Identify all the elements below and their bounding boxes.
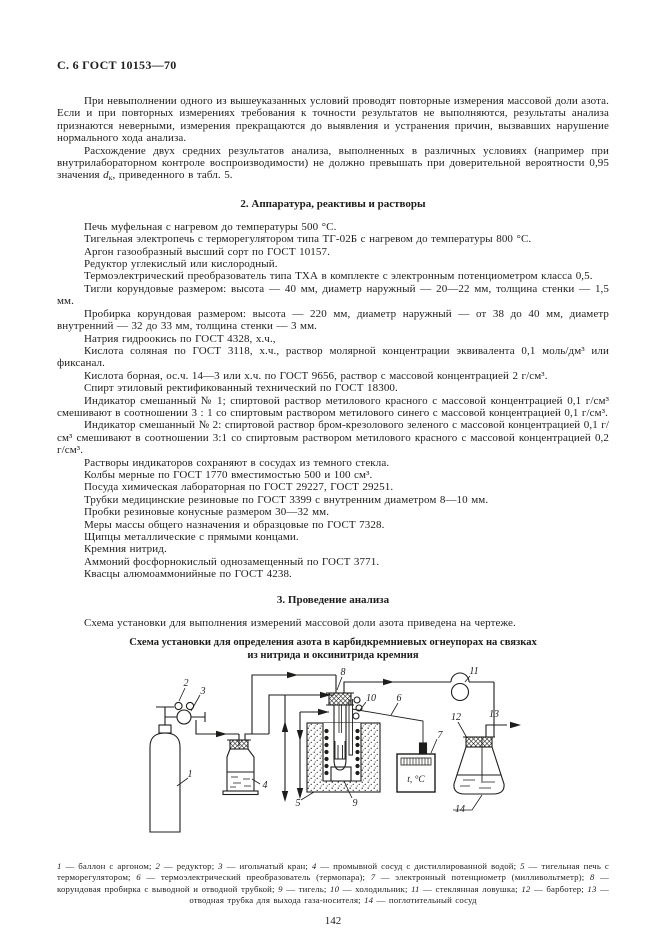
diagram-label-1: 1 bbox=[187, 769, 193, 781]
apparatus-item: Кислота соляная по ГОСТ 3118, х.ч., раствор молярной концентрации эквивалента 0,1 моль/дм³ или фиксанал. bbox=[57, 344, 609, 370]
apparatus-item: Кислота борная, ос.ч. 14—3 или х.ч. по ГОСТ 9656, раствор с массовой концентрацией 2 г/см³. bbox=[84, 369, 548, 382]
corundum-tube-stopper bbox=[329, 693, 351, 705]
diagram-label-3: 3 bbox=[200, 686, 206, 698]
caption-description: — корундовая пробирка с выводной и отводной трубкой; bbox=[57, 872, 609, 894]
diagram-label-14: 14 bbox=[455, 804, 465, 816]
caption-description: — стеклянная ловушка; bbox=[419, 883, 522, 894]
apparatus-item: Пробки резиновые конусные размером 30—32 мм. bbox=[84, 506, 330, 519]
apparatus-item: Редуктор углекислый или кислородный. bbox=[84, 258, 278, 271]
apparatus-item: Спирт этиловый ректификованный технический по ГОСТ 18300. bbox=[84, 382, 398, 395]
page-number: 142 bbox=[324, 915, 342, 928]
caption-number: 10 bbox=[330, 883, 340, 894]
apparatus-diagram bbox=[55, 667, 610, 855]
caption-description: — термоэлектрический преобразователь (термопара); bbox=[140, 872, 371, 883]
caption-number: 9 bbox=[278, 883, 283, 894]
intro-paragraphs bbox=[57, 95, 609, 185]
apparatus-schematic bbox=[55, 667, 610, 855]
apparatus-item: Печь муфельная с нагревом до температуры 500 °С. bbox=[84, 220, 337, 233]
apparatus-item: Щипцы металлические с прямыми концами. bbox=[84, 531, 299, 543]
diagram-label-5: 5 bbox=[295, 798, 301, 810]
page-header: С. 6 ГОСТ 10153—70 bbox=[57, 58, 177, 72]
caption-number: 5 bbox=[520, 861, 525, 872]
potentiometer-display-text: t, °С bbox=[407, 775, 425, 786]
caption-description: — баллон с аргоном; bbox=[61, 861, 156, 872]
caption-number: 12 bbox=[521, 883, 531, 894]
diagram-label-6: 6 bbox=[396, 693, 402, 705]
apparatus-item: Посуда химическая лабораторная по ГОСТ 29227, ГОСТ 29251. bbox=[84, 481, 394, 494]
caption-description: — тигель; bbox=[282, 883, 331, 894]
caption-number: 14 bbox=[364, 894, 374, 905]
caption-number: 11 bbox=[411, 883, 420, 894]
caption-description: — игольчатый кран; bbox=[222, 861, 312, 872]
caption-description: — промывной сосуд с дистиллированной водой; bbox=[316, 861, 521, 872]
section3-heading: 3. Проведение анализа bbox=[276, 593, 390, 606]
diagram-label-12: 12 bbox=[451, 712, 461, 724]
apparatus-item: Натрия гидроокись по ГОСТ 4328, х.ч., bbox=[84, 332, 276, 345]
apparatus-item: Трубки медицинские резиновые по ГОСТ 3399 с внутренним диаметром 8—10 мм. bbox=[84, 493, 489, 506]
cooler-coil bbox=[353, 713, 359, 719]
apparatus-item: Аргон газообразный высший сорт по ГОСТ 10157. bbox=[84, 245, 330, 258]
figure-title bbox=[57, 636, 609, 662]
needle-valve bbox=[177, 710, 191, 724]
diagram-label-4: 4 bbox=[262, 780, 268, 792]
cooler-coil bbox=[354, 697, 360, 703]
caption-number: 7 bbox=[370, 872, 376, 883]
apparatus-item: Индикатор смешанный № 2: спиртовой раствор бром-крезолового зеленого с массовой концентрацией 0,1 г/см³ смешивают в соотношении 3:1 со спиртовым раствором метилового красного с массовой концентрацией 0,2 г/см³. bbox=[57, 419, 610, 457]
diagram-label-10: 10 bbox=[366, 693, 376, 705]
apparatus-item: Растворы индикаторов сохраняют в сосудах из темного стекла. bbox=[84, 456, 390, 469]
paragraph: Расхождение двух средних результатов анализа, выполненных в различных условиях (например при внутрилабораторном контроле воспроизводимости) не должно превышать при доверительной вероятности 0,95 значения $d_к$, приведенного в табл. 5. bbox=[57, 144, 609, 183]
paragraph: При невыполнении одного из вышеуказанных условий проводят повторные измерения массовой доли азота. Если и при повторных измерениях требования к точности результатов не выполняются, результаты анализа признаются неверными, измерения прекращаются до выявления и устранения причин, вызвавших нарушение нормального хода анализа. bbox=[57, 95, 609, 145]
apparatus-item: Термоэлектрический преобразователь типа ТХА в комплекте с электронным потенциометром класса 0,5. bbox=[84, 270, 593, 283]
diagram-label-7: 7 bbox=[437, 730, 443, 742]
figure-title-line2: из нитрида и оксинитрида кремния bbox=[247, 650, 419, 662]
section3-lead: Схема установки для выполнения измерений массовой доли азота приведена на чертеже. bbox=[84, 616, 516, 629]
apparatus-item: Колбы мерные по ГОСТ 1770 вместимостью 500 и 100 см³. bbox=[84, 468, 373, 481]
washing-vessel bbox=[227, 749, 254, 791]
caption-number: 4 bbox=[311, 861, 317, 872]
diagram-label-8: 8 bbox=[340, 667, 346, 679]
caption-number: 6 bbox=[136, 872, 141, 883]
diagram-label-2: 2 bbox=[183, 678, 189, 690]
caption-description: — барботер; bbox=[530, 883, 588, 894]
diagram-label-13: 13 bbox=[489, 709, 499, 721]
apparatus-item: Тигли корундовые размером: высота — 40 мм, диаметр наружный — 20—22 мм, толщина стенки — 1,5 мм. bbox=[57, 282, 609, 308]
apparatus-item: Меры массы общего назначения и образцовые по ГОСТ 7328. bbox=[84, 518, 385, 531]
figure-title-line1: Схема установки для определения азота в карбидкремниевых огнеупорах на связках bbox=[129, 637, 537, 649]
apparatus-item: Кремния нитрид. bbox=[84, 543, 167, 556]
absorption-flask bbox=[454, 747, 504, 794]
caption-description: — электронный потенциометр (милливольтметр); bbox=[375, 872, 590, 883]
caption-description: — поглотительный сосуд bbox=[373, 894, 477, 905]
caption-description: — тигельная печь с терморегулятором; bbox=[57, 861, 609, 883]
caption-description: — холодильник; bbox=[339, 883, 412, 894]
caption-description: — отводная трубка для выхода газа-носителя; bbox=[189, 883, 610, 905]
caption-number: 8 bbox=[589, 872, 595, 883]
section2-heading: 2. Аппаратура, реактивы и растворы bbox=[240, 197, 426, 210]
apparatus-item: Квасцы алюмоаммонийные по ГОСТ 4238. bbox=[84, 568, 292, 581]
caption-description: — редуктор; bbox=[160, 861, 219, 872]
reducer-gauge bbox=[175, 702, 182, 709]
glass-trap bbox=[452, 684, 469, 701]
figure-caption bbox=[57, 861, 609, 906]
apparatus-list bbox=[57, 221, 609, 581]
apparatus-item: Пробирка корундовая размером: высота — 220 мм, диаметр наружный — от 38 до 40 мм, диаметр внутренний — 32 до 33 мм, толщина стенки — 3 мм. bbox=[57, 307, 609, 333]
apparatus-item: Индикатор смешанный № 1; спиртовой раствор метилового красного с массовой концентрацией 0,1 г/см³ смешивают в соотношении 3 : 1 со спиртовым раствором метилового синего с массовой концентрацией 0,1 г/см³. bbox=[57, 394, 609, 419]
apparatus-item: Аммоний фосфорнокислый однозамещенный по ГОСТ 3771. bbox=[84, 555, 380, 568]
argon-cylinder bbox=[150, 733, 180, 832]
diagram-label-11: 11 bbox=[469, 667, 479, 678]
caption-number: 13 bbox=[587, 883, 597, 894]
caption-number: 3 bbox=[218, 861, 223, 872]
diagram-label-9: 9 bbox=[352, 798, 358, 810]
bubbler-stopper bbox=[466, 737, 492, 747]
caption-number: 2 bbox=[155, 861, 161, 872]
caption-number: 1 bbox=[57, 861, 62, 872]
apparatus-item: Тигельная электропечь с терморегулятором типа ТГ-02Б с нагревом до температуры 800 °С. bbox=[84, 233, 532, 246]
